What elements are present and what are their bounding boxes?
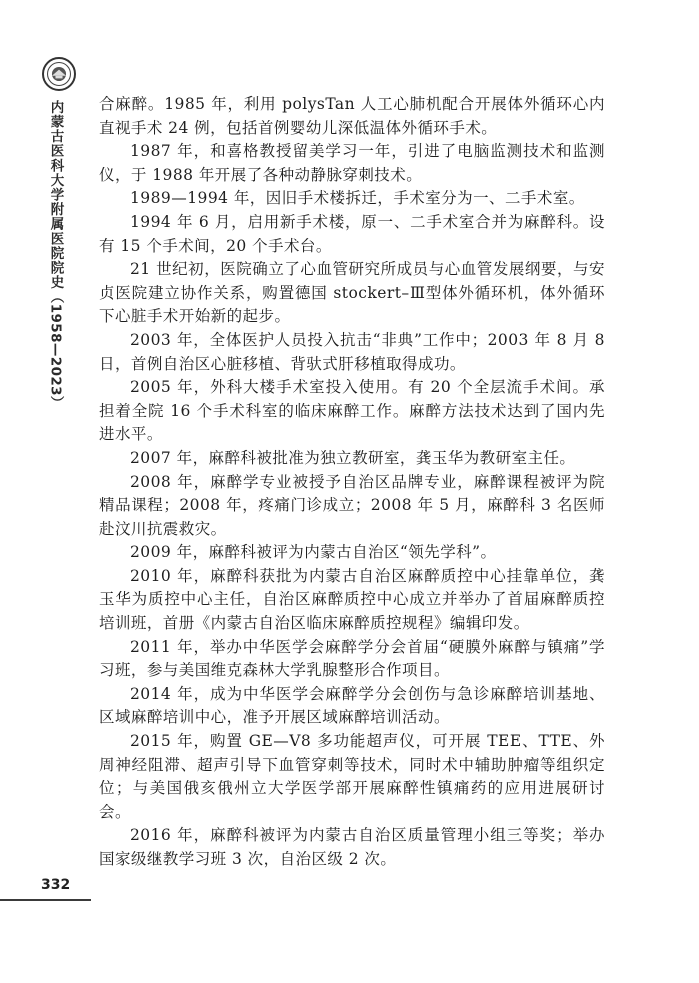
paragraph: 2010 年，麻醉科获批为内蒙古自治区麻醉质控中心挂靠单位，龚玉华为质控中心主任，自治区麻醉质控中心成立并举办了首届麻醉质控培训班，首册《内蒙古自治区临床麻醉质控规程》编辑印发。 [99, 566, 605, 633]
footer-rule [0, 899, 91, 901]
book-years: （1958—2023） [47, 289, 64, 410]
paragraph: 1994 年 6 月，启用新手术楼，原一、二手术室合并为麻醉科。设有 15 个手术间，20 个手术台。 [99, 212, 605, 255]
body-text [99, 93, 605, 872]
paragraph: 1989—1994 年，因旧手术楼拆迁，手术室分为一、二手术室。 [130, 189, 585, 208]
paragraph: 2007 年，麻醉科被批准为独立教研室，龚玉华为教研室主任。 [130, 448, 576, 467]
paragraph: 2008 年，麻醉学专业被授予自治区品牌专业，麻醉课程被评为院精品课程；2008 年，疼痛门诊成立；2008 年 5 月，麻醉科 3 名医师赴汶川抗震救灾。 [99, 472, 605, 538]
paragraph: 2015 年，购置 GE—V8 多功能超声仪，可开展 TEE、TTE、外周神经阻滞、超声引导下血管穿刺等技术，同时术中辅助肿瘤等组织定位；与美国俄亥俄州立大学医学部开展麻醉性镇痛药的应用进展研讨会。 [99, 732, 605, 821]
paragraph: 2005 年，外科大楼手术室投入使用。有 20 个全层流手术间。承担着全院 16 个手术科室的临床麻醉工作。麻醉方法技术达到了国内先进水平。 [99, 378, 605, 444]
paragraph: 2011 年，举办中华医学会麻醉学分会首届“硬膜外麻醉与镇痛”学习班，参与美国维克森林大学乳腺整形合作项目。 [99, 637, 605, 680]
paragraph: 2016 年，麻醉科被评为内蒙古自治区质量管理小组三等奖；举办国家级继教学习班 3 次，自治区级 2 次。 [99, 826, 605, 868]
paragraph: 2003 年，全体医护人员投入抗击“非典”工作中；2003 年 8 月 8 日，首例自治区心脏移植、背驮式肝移植取得成功。 [99, 330, 605, 373]
paragraph: 2009 年，麻醉科被评为内蒙古自治区“领先学科”。 [130, 543, 497, 562]
paragraph: 2014 年，成为中华医学会麻醉学分会创伤与急诊麻醉培训基地、区域麻醉培训中心，准予开展区域麻醉培训活动。 [99, 684, 605, 727]
margin-header [0, 0, 96, 983]
book-title: 内蒙古医科大学附属医院院史 [47, 100, 64, 290]
page-number: 332 [41, 877, 71, 893]
paragraph: 合麻醉。1985 年，利用 polysTan 人工心肺机配合开展体外循环心内直视手术 24 例，包括首例婴幼儿深低温体外循环手术。 [99, 95, 605, 137]
running-header-title [48, 100, 62, 410]
university-emblem-icon [42, 57, 76, 91]
paragraph: 1987 年，和喜格教授留美学习一年，引进了电脑监测技术和监测仪，于 1988 年开展了各种动静脉穿刺技术。 [99, 142, 605, 184]
paragraph: 21 世纪初，医院确立了心血管研究所成员与心血管发展纲要，与安贞医院建立协作关系，购置德国 stockert–Ⅲ型体外循环机，体外循环下心脏手术开始新的起步。 [99, 260, 605, 326]
